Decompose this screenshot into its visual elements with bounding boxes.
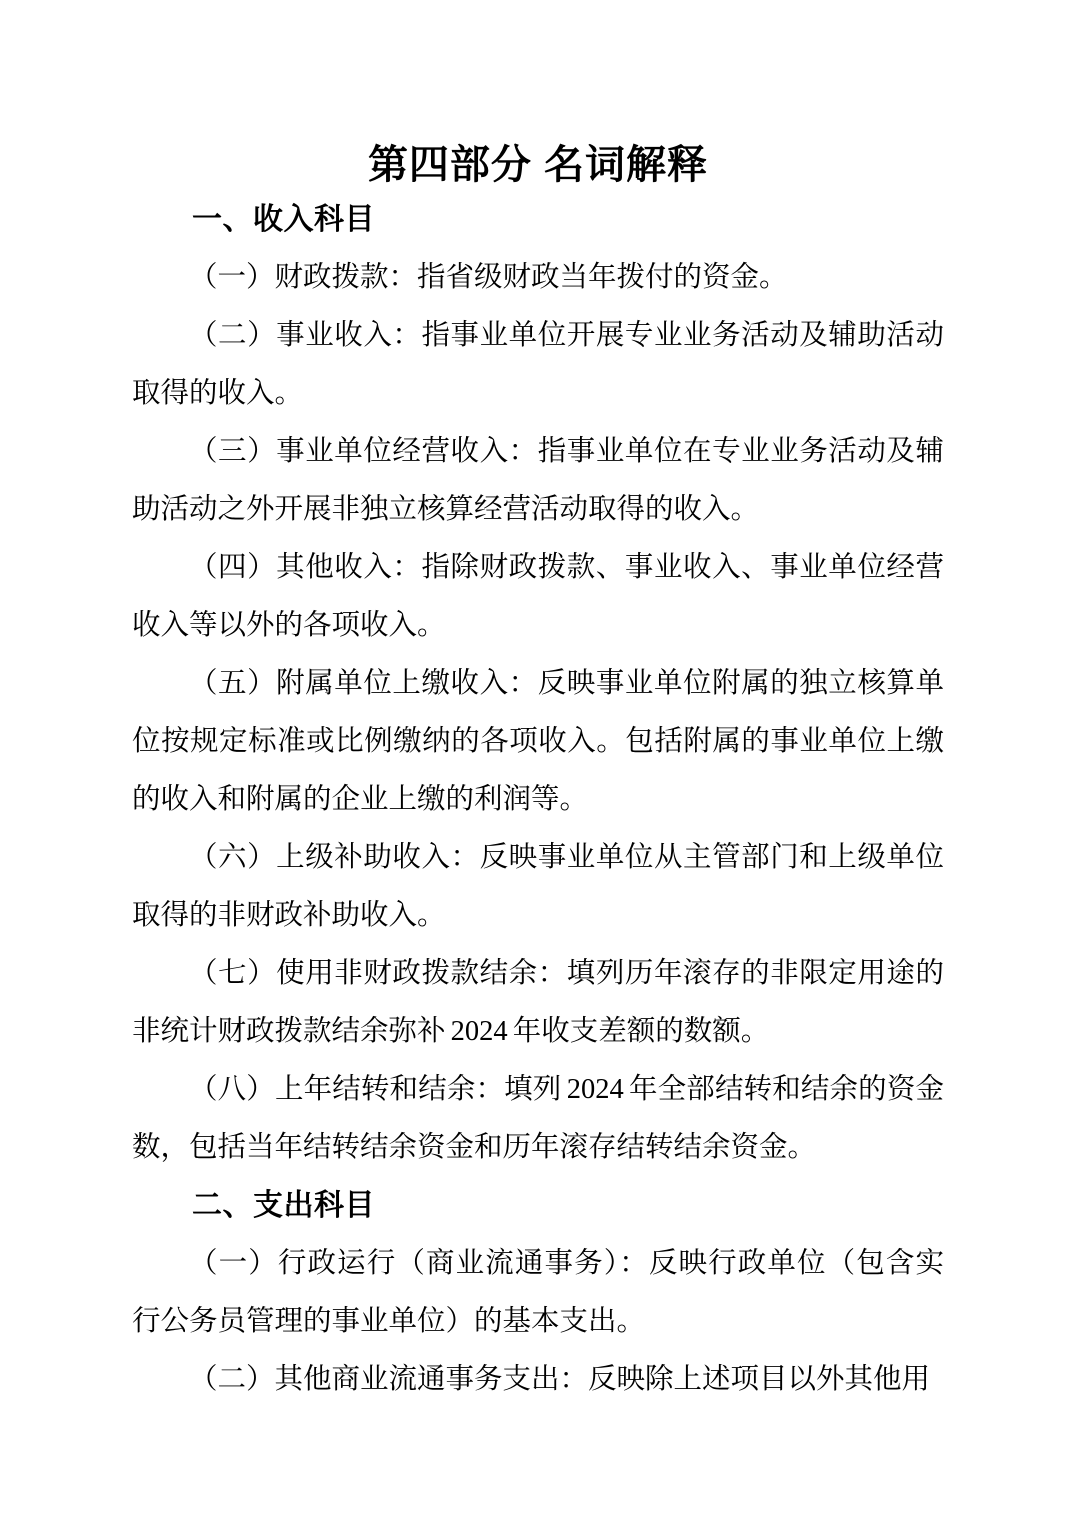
document-body [132, 191, 944, 1409]
paragraph: （二）事业收入：指事业单位开展专业业务活动及辅助活动取得的收入。 [132, 320, 944, 409]
section-heading: 一、收入科目 [192, 203, 375, 236]
paragraph: （七）使用非财政拨款结余：填列历年滚存的非限定用途的非统计财政拨款结余弥补 2024 年收支差额的数额。 [132, 958, 944, 1047]
paragraph: （二）其他商业流通事务支出：反映除上述项目以外其他用 [189, 1364, 931, 1395]
page-title: 第四部分 名词解释 [367, 143, 709, 187]
paragraph: （八）上年结转和结余：填列 2024 年全部结转和结余的资金数，包括当年结转结余资金和历年滚存结转结余资金。 [132, 1074, 944, 1163]
paragraph: （三）事业单位经营收入：指事业单位在专业业务活动及辅助活动之外开展非独立核算经营活动取得的收入。 [132, 436, 944, 525]
paragraph: （四）其他收入：指除财政拨款、事业收入、事业单位经营收入等以外的各项收入。 [132, 552, 944, 641]
paragraph: （五）附属单位上缴收入：反映事业单位附属的独立核算单位按规定标准或比例缴纳的各项收入。包括附属的事业单位上缴的收入和附属的企业上缴的利润等。 [132, 668, 944, 815]
paragraph: （六）上级补助收入：反映事业单位从主管部门和上级单位取得的非财政补助收入。 [132, 842, 944, 931]
section-heading: 二、支出科目 [192, 1189, 375, 1222]
paragraph: （一）行政运行（商业流通事务）：反映行政单位（包含实行公务员管理的事业单位）的基本支出。 [132, 1248, 944, 1337]
paragraph: （一）财政拨款：指省级财政当年拨付的资金。 [189, 262, 788, 293]
